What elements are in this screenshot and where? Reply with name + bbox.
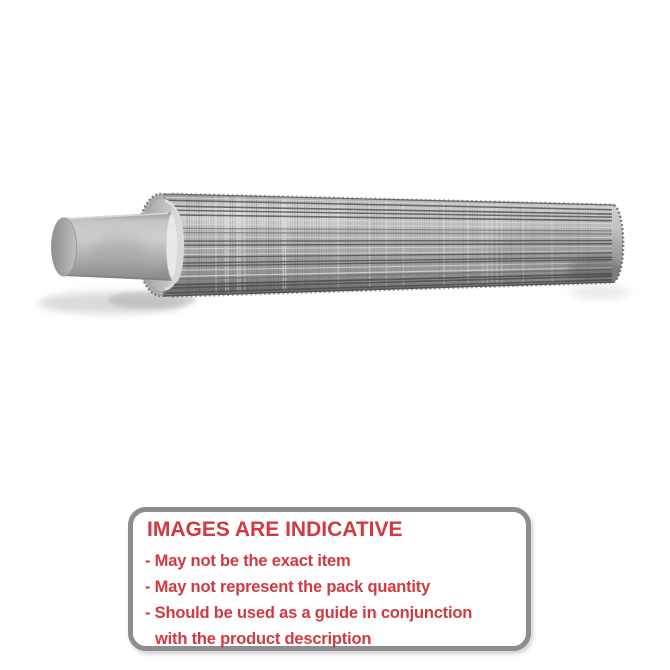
- pulley-bar: [137, 194, 627, 297]
- notice-line-1: - May not be the exact item: [145, 552, 351, 570]
- notice-line-3: - Should be used as a guide in conjunction: [145, 604, 473, 622]
- notice-line-2: - May not represent the pack quantity: [145, 578, 431, 596]
- notice-title: IMAGES ARE INDICATIVE: [147, 518, 403, 541]
- indicative-images-notice: [128, 507, 531, 651]
- notice-line-4: with the product description: [155, 630, 372, 648]
- shaft-end-cap: [52, 218, 77, 276]
- pilot-shaft: [52, 209, 185, 283]
